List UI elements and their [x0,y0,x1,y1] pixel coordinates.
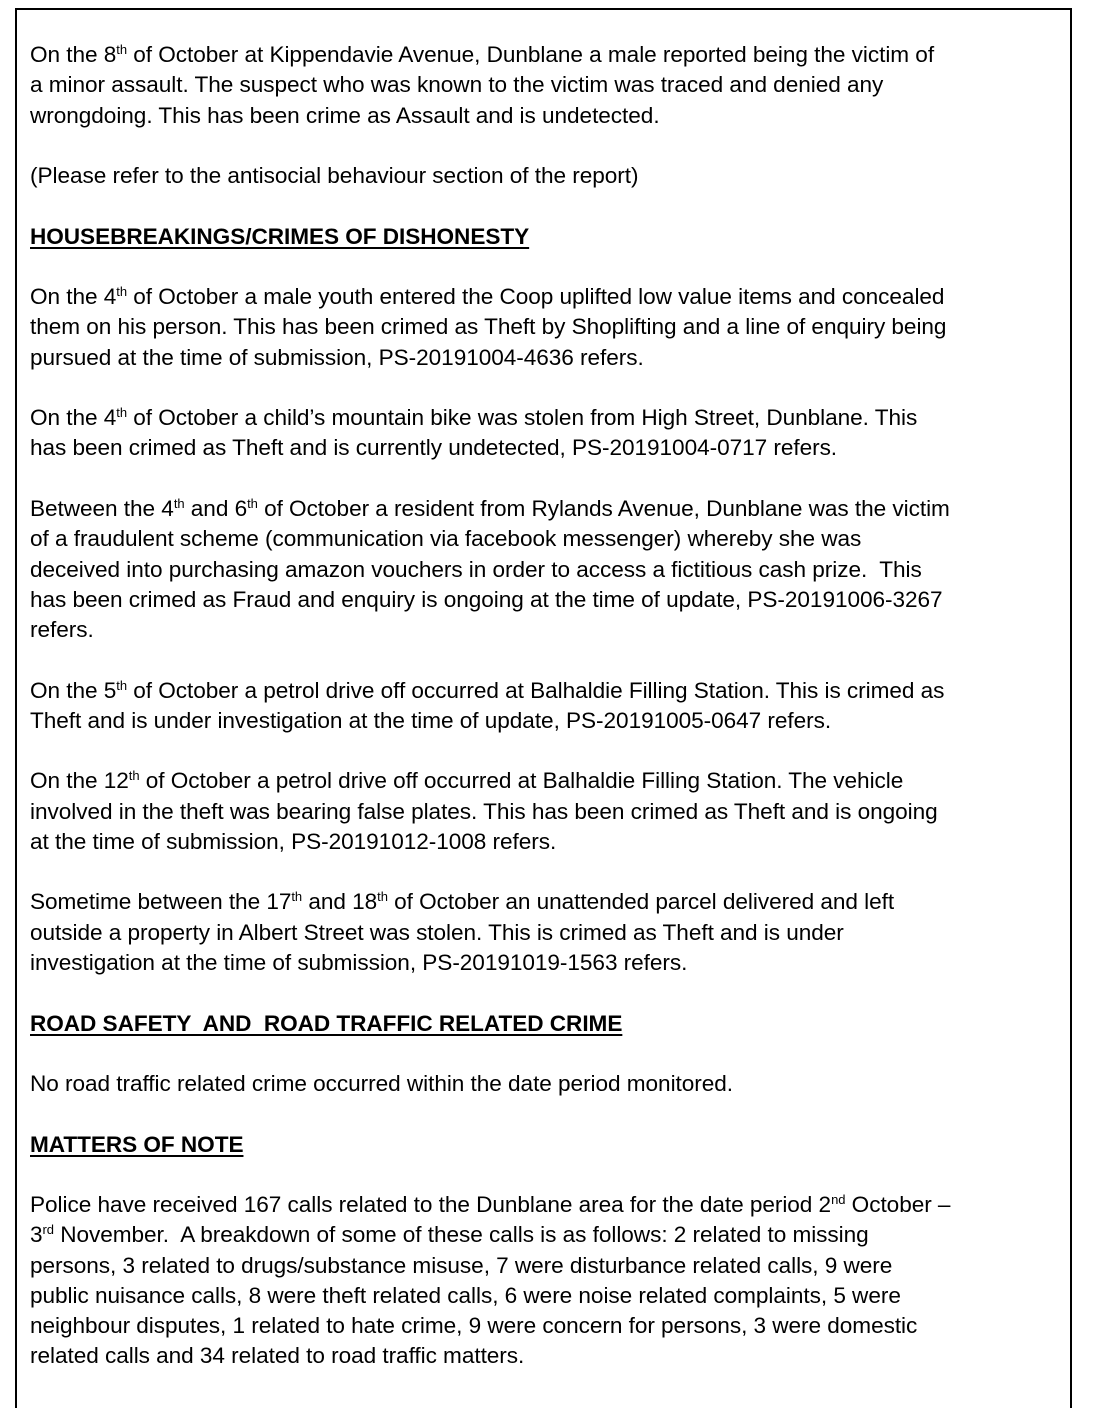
text-line [30,1281,1075,1311]
text-line [30,555,1075,585]
text-line [30,1220,1075,1250]
text-run: Police have received 167 calls related to the Dunblane area for the date period 2 [30,1192,832,1218]
text-run: On the 4 [30,405,117,431]
text-line [30,494,1075,524]
paragraph [30,161,1075,191]
text-run: refers. [30,617,94,643]
paragraph [30,676,1075,737]
text-line [30,70,1075,100]
paragraph [30,403,1075,464]
ordinal-suffix: rd [42,1222,54,1238]
text-run: involved in the theft was bearing false plates. This has been crimed as Theft and is ongoing [30,798,938,824]
text-run: at the time of submission, PS-20191012-1008 refers. [30,828,557,854]
text-line [30,1069,1075,1099]
text-run: investigation at the time of submission, PS-20191019-1563 refers. [30,949,688,975]
text-run: Between the 4 [30,495,174,521]
text-line [30,918,1075,948]
blank-line [30,252,1075,282]
text-run: deceived into purchasing amazon vouchers in order to access a fictitious cash prize. This [30,556,922,582]
text-line [30,1251,1075,1281]
paragraph [30,1069,1075,1099]
ordinal-suffix: th [116,405,128,421]
blank-line [30,131,1075,161]
text-run: wrongdoing. This has been crime as Assault and is undetected. [30,102,660,128]
ordinal-suffix: th [377,889,388,905]
ordinal-suffix: th [116,677,128,693]
text-run: On the 4 [30,284,117,310]
text-run: them on his person. This has been crimed as Theft by Shoplifting and a line of enquiry being [30,314,947,340]
text-line [30,312,1075,342]
blank-line [30,464,1075,494]
text-line [30,433,1075,463]
text-run: November. A breakdown of some of these calls is as follows: 2 related to missing [53,1222,869,1248]
text-line [30,282,1075,312]
text-run: On the 8 [30,42,117,67]
ordinal-suffix: th [173,495,185,511]
text-run: (Please refer to the antisocial behaviour section of the report) [30,163,639,189]
blank-line [30,978,1075,1008]
paragraph [30,766,1075,857]
ordinal-suffix: th [247,495,258,511]
text-run: October – [845,1192,951,1218]
ordinal-suffix: th [291,889,303,905]
text-line [30,706,1075,736]
text-run: outside a property in Albert Street was stolen. This is crimed as Theft and is under [30,919,844,945]
text-run: of a fraudulent scheme (communication via facebook messenger) whereby she was [30,526,862,552]
text-run: of October a male youth entered the Coop uplifted low value items and concealed [127,284,945,310]
blank-line [30,1160,1075,1190]
text-run: of October a resident from Rylands Avenue, Dunblane was the victim [257,495,950,521]
text-line [30,343,1075,373]
text-run: neighbour disputes, 1 related to hate crime, 9 were concern for persons, 3 were domestic [30,1313,918,1339]
text-line [30,40,1075,70]
text-run: Sometime between the 17 [30,889,292,915]
text-line [30,161,1075,191]
ordinal-suffix: th [116,284,128,300]
paragraph [30,40,1075,131]
ordinal-suffix: th [116,42,128,57]
paragraph [30,494,1075,645]
paragraph [30,887,1075,978]
paragraph [30,282,1075,373]
text-line [30,827,1075,857]
text-run: and 18 [302,889,378,915]
text-line [30,1190,1075,1220]
text-line [30,797,1075,827]
text-line [30,1311,1075,1341]
section-heading: ROAD SAFETY AND ROAD TRAFFIC RELATED CRIME [30,1010,623,1036]
blank-line [30,645,1075,675]
text-line [30,676,1075,706]
text-run: has been crimed as Theft and is currently undetected, PS-20191004-0717 refers. [30,435,838,461]
text-run: and 6 [184,495,248,521]
blank-line [30,857,1075,887]
text-run: Theft and is under investigation at the time of update, PS-20191005-0647 refers. [30,707,832,733]
blank-line [30,1099,1075,1129]
ordinal-suffix: nd [831,1192,846,1208]
text-run: On the 12 [30,768,129,794]
text-run: No road traffic related crime occurred within the date period monitored. [30,1071,734,1097]
text-run: pursued at the time of submission, PS-20191004-4636 refers. [30,344,644,370]
text-run: public nuisance calls, 8 were theft related calls, 6 were noise related complaints, 5 were [30,1282,901,1308]
text-line [30,524,1075,554]
text-run: of October a petrol drive off occurred at Balhaldie Filling Station. This is crimed as [127,677,945,703]
blank-line [30,1039,1075,1069]
text-line [30,766,1075,796]
paragraph [30,1190,1075,1372]
document-body [30,40,1075,1372]
text-line [30,403,1075,433]
ordinal-suffix: th [128,768,140,784]
text-line [30,1341,1075,1371]
text-line [30,585,1075,615]
text-run: of October a petrol drive off occurred at Balhaldie Filling Station. The vehicle [139,768,904,794]
text-line [30,615,1075,645]
text-run: On the 5 [30,677,117,703]
blank-line [30,736,1075,766]
text-run: related calls and 34 related to road traffic matters. [30,1343,525,1369]
text-line [30,887,1075,917]
text-run: has been crimed as Fraud and enquiry is ongoing at the time of update, PS-20191006-3267 [30,586,943,612]
blank-line [30,191,1075,221]
text-run: of October at Kippendavie Avenue, Dunblane a male reported being the victim of [127,42,935,67]
section-heading: HOUSEBREAKINGS/CRIMES OF DISHONESTY [30,223,530,249]
text-run: of October an unattended parcel delivered and left [387,889,895,915]
text-line [30,948,1075,978]
section-heading: MATTERS OF NOTE [30,1131,244,1157]
text-run: a minor assault. The suspect who was known to the victim was traced and denied any [30,72,884,98]
blank-line [30,373,1075,403]
text-run: persons, 3 related to drugs/substance misuse, 7 were disturbance related calls, 9 were [30,1252,893,1278]
text-run: of October a child’s mountain bike was stolen from High Street, Dunblane. This [127,405,918,431]
text-line [30,101,1075,131]
text-run: 3 [30,1222,43,1248]
